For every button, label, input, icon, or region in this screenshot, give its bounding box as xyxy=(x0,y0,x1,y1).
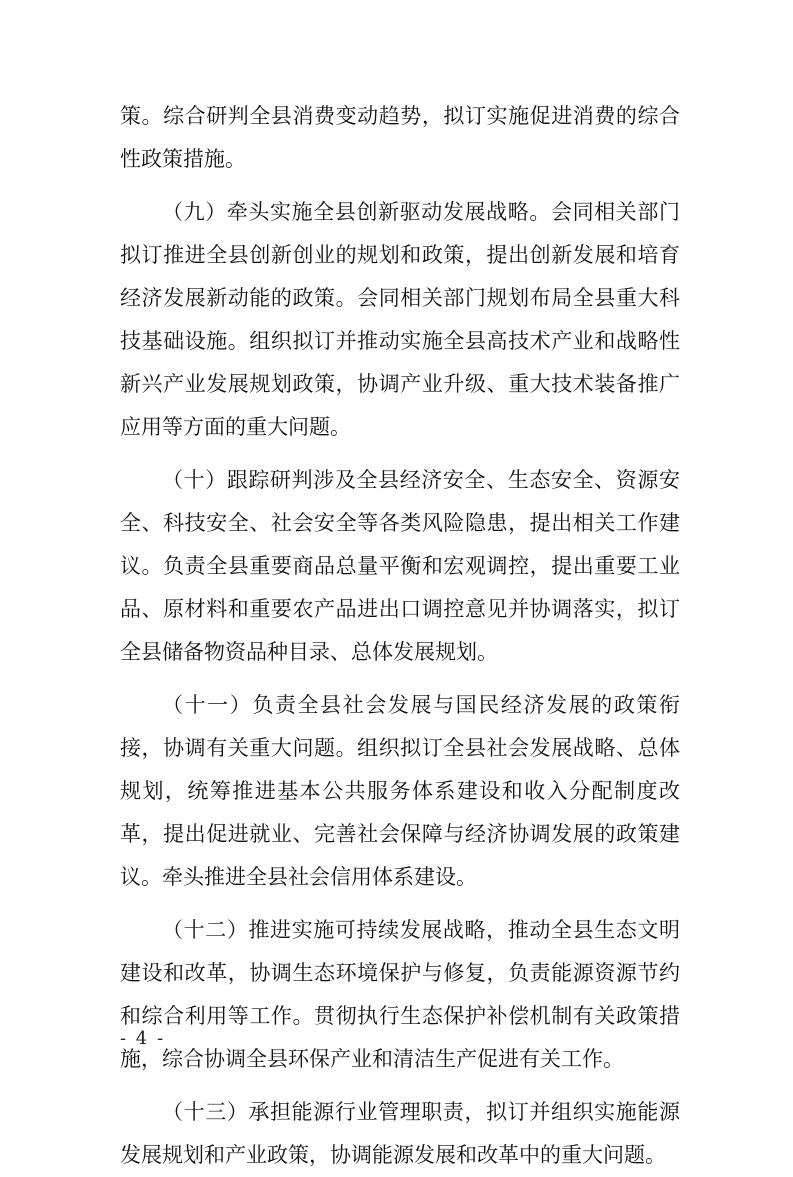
paragraph-continuation: 策。综合研判全县消费变动趋势，拟订实施促进消费的综合性政策措施。 xyxy=(120,104,680,171)
paragraph-item-13: （十三）承担能源行业管理职责，拟订并组织实施能源发展规划和产业政策，协调能源发展和改革中的重大问题。 xyxy=(120,1100,680,1167)
page-number: - 4 - xyxy=(120,1028,166,1049)
paragraph-item-12: （十二）推进实施可持续发展战略，推动全县生态文明建设和改革，协调生态环境保护与修复，负责能源资源节约和综合利用等工作。贯彻执行生态保护补偿机制有关政策措施，综合协调全县环保产业和清洁生产促进有关工作。 xyxy=(120,918,680,1071)
paragraph-item-9: （九）牵头实施全县创新驱动发展战略。会同相关部门拟订推进全县创新创业的规划和政策，提出创新发展和培育经济发展新动能的政策。会同相关部门规划布局全县重大科技基础设施。组织拟订并推动实施全县高技术产业和战略性新兴产业发展规划政策，协调产业升级、重大技术装备推广应用等方面的重大问题。 xyxy=(120,200,680,439)
paragraph-item-11: （十一）负责全县社会发展与国民经济发展的政策衔接，协调有关重大问题。组织拟订全县社会发展战略、总体规划，统筹推进基本公共服务体系建设和收入分配制度改革，提出促进就业、完善社会保障与经济协调发展的政策建议。牵头推进全县社会信用体系建设。 xyxy=(120,693,680,889)
document-body xyxy=(120,95,680,1177)
paragraph-item-10: （十）跟踪研判涉及全县经济安全、生态安全、资源安全、科技安全、社会安全等各类风险隐患，提出相关工作建议。负责全县重要商品总量平衡和宏观调控，提出重要工业品、原材料和重要农产品进出口调控意见并协调落实，拟订全县储备物资品种目录、总体发展规划。 xyxy=(120,468,680,664)
